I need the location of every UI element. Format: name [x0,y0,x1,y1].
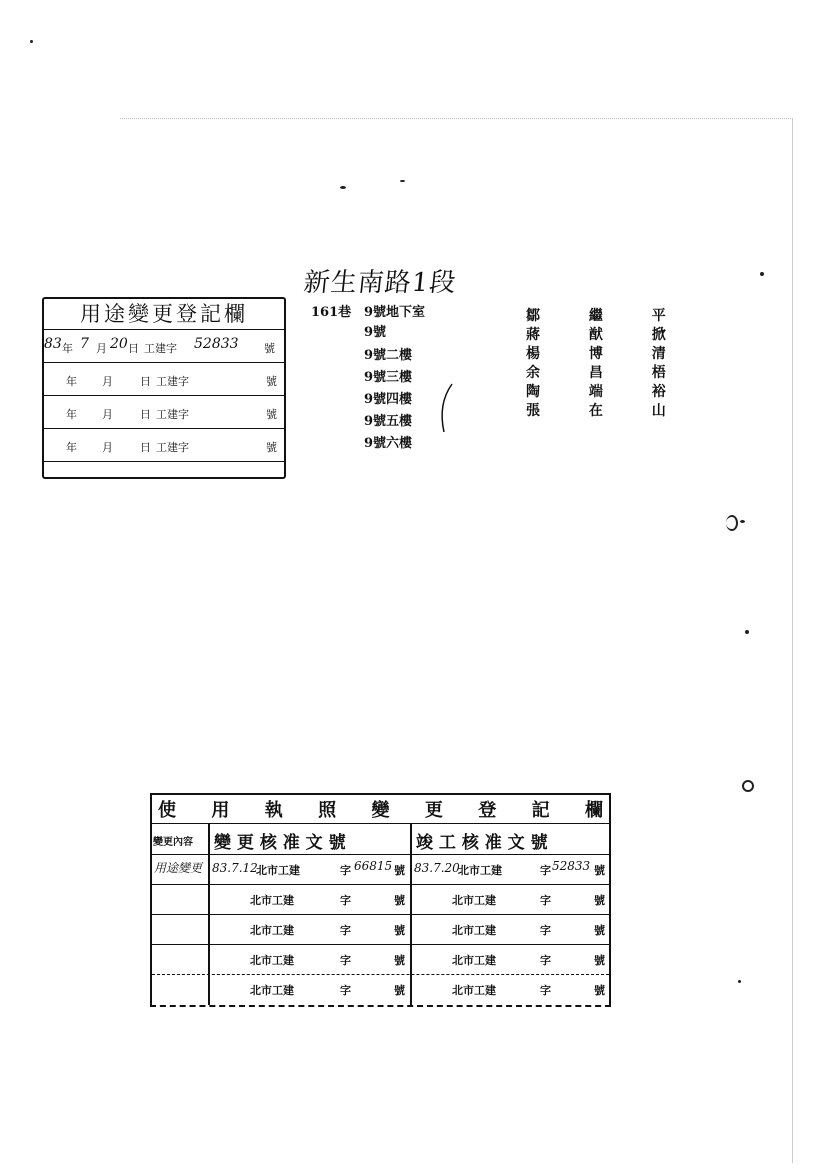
year-unit: 年 [66,441,77,454]
office-label: 工建字 [156,441,189,454]
suffix-label: 號 [266,408,277,421]
address-line: 9號四樓 [364,392,413,407]
scan-speck [30,40,33,43]
address-line: 9號 [364,325,387,340]
road-name: 新生南路1段 [302,268,458,298]
done-office: 北市工建 [452,984,496,997]
office-label: 工建字 [156,375,189,388]
change-office: 北市工建 [250,894,294,907]
owner-name: 鄒 繼 平 [526,308,688,324]
address-line: 9號地下室 [364,305,426,320]
header-change-content: 變更內容 [153,837,193,848]
done-office: 北市工建 [452,894,496,907]
change-number: 66815 [354,859,393,873]
done-office: 北市工建 [452,924,496,937]
done-number: 52833 [552,859,591,873]
change-suffix: 號 [394,894,405,907]
address-line: 9號五樓 [364,414,413,429]
title-char: 記 [531,800,550,821]
done-suffix: 號 [594,954,605,967]
done-office: 北市工建 [452,954,496,967]
address-line: 9號二樓 [364,348,413,363]
year-value: 83 [44,336,62,352]
doc-number: 52833 [194,336,239,352]
change-char: 字 [340,954,351,967]
month-unit: 月 [96,342,107,355]
license-change-table [150,793,611,1007]
done-suffix: 號 [594,984,605,997]
table-title [152,795,609,824]
handwritten-bracket-mark [436,382,456,434]
done-suffix: 號 [594,864,605,877]
year-unit: 年 [62,342,73,355]
change-char: 字 [340,984,351,997]
done-date: 83.7.20 [414,861,460,875]
owner-name: 余 昌 梧 [526,365,688,381]
day-unit: 日 [140,375,151,388]
owner-name: 蔣 猷 掀 [526,327,688,343]
suffix-label: 號 [266,375,277,388]
scan-speck [745,630,749,634]
change-suffix: 號 [394,924,405,937]
done-char: 字 [540,894,551,907]
row-line [152,944,609,945]
change-suffix: 號 [394,984,405,997]
year-unit: 年 [66,408,77,421]
title-char: 使 [158,800,176,821]
change-suffix: 號 [394,864,405,877]
scan-speck [740,520,745,523]
owner-name: 楊 博 清 [526,346,688,362]
year-unit: 年 [66,375,77,388]
change-char: 字 [340,894,351,907]
office-label: 工建字 [156,408,189,421]
title-char: 更 [424,800,443,821]
done-char: 字 [540,984,551,997]
day-value: 20 [110,336,128,352]
title-char: 執 [264,800,283,821]
row-line [152,884,609,885]
usage-change-stamp [42,297,286,479]
change-char: 字 [340,864,351,877]
scan-speck [760,272,764,276]
change-office: 北市工建 [250,954,294,967]
usage-change-title: 用途變更登記欄 [44,299,284,330]
month-value: 7 [80,336,89,352]
owner-name: 陶 端 裕 [526,384,688,400]
suffix-label: 號 [264,342,275,355]
owner-name: 張 在 山 [526,403,688,419]
change-office: 北市工建 [256,864,300,877]
title-char: 登 [478,800,497,821]
header-completion-approval: 竣 工 核 准 文 號 [416,833,548,853]
done-char: 字 [540,924,551,937]
row-line [152,974,609,975]
suffix-label: 號 [266,441,277,454]
day-unit: 日 [128,342,139,355]
change-office: 北市工建 [250,984,294,997]
title-char: 變 [371,800,390,821]
lane-number: 161巷 [311,305,352,320]
header-change-approval: 變 更 核 准 文 號 [214,833,346,853]
usage-change-row [44,330,284,363]
month-unit: 月 [102,408,113,421]
title-char: 照 [318,800,337,821]
address-line: 9號三樓 [364,370,413,385]
usage-change-row [44,396,284,429]
title-char: 欄 [585,800,603,821]
scan-speck [738,980,741,983]
usage-change-row [44,363,284,396]
address-line: 9號六樓 [364,436,413,451]
change-content: 用途變更 [154,861,203,875]
row-line [152,914,609,915]
title-char: 用 [211,800,230,821]
day-unit: 日 [140,408,151,421]
scan-speck [400,180,405,182]
done-suffix: 號 [594,894,605,907]
usage-change-row [44,429,284,462]
column-headers [152,824,609,855]
done-char: 字 [540,954,551,967]
scan-speck [742,780,754,792]
scan-speck [340,186,346,189]
day-unit: 日 [140,441,151,454]
month-unit: 月 [102,375,113,388]
office-label: 工建字 [144,342,177,355]
month-unit: 月 [102,441,113,454]
done-char: 字 [540,864,551,877]
change-char: 字 [340,924,351,937]
change-suffix: 號 [394,954,405,967]
change-office: 北市工建 [250,924,294,937]
done-suffix: 號 [594,924,605,937]
change-date: 83.7.12 [212,861,258,875]
scan-speck [726,515,738,531]
usage-change-row-empty [44,462,284,494]
done-office: 北市工建 [458,864,502,877]
